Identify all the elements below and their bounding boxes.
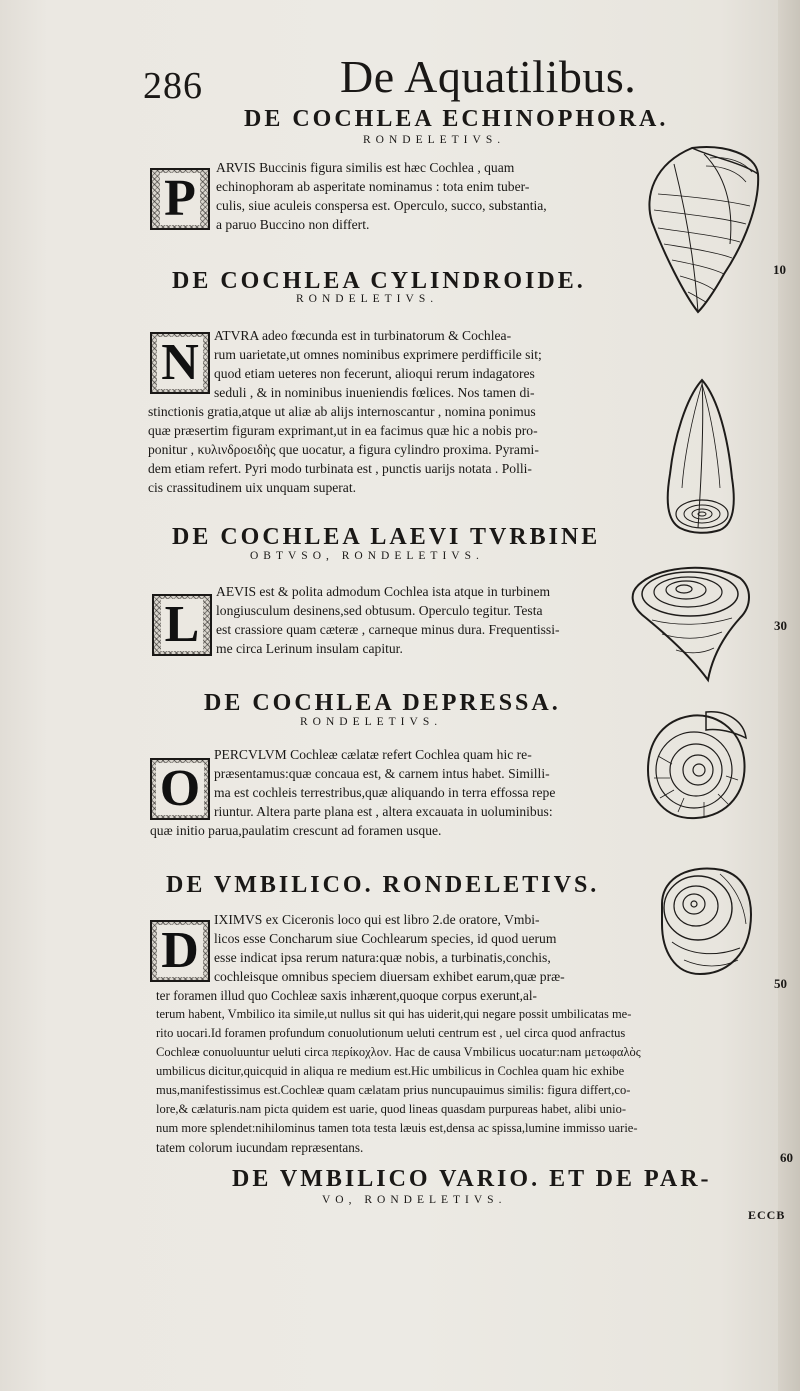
section-title-umbilico-vario: DE VMBILICO VARIO. ET DE PAR- [232, 1166, 712, 1192]
text-line: est crassiore quam cæteræ , carneque minus dura. Frequentissi- [216, 622, 560, 637]
text-line: rum uarietate,ut omnes nominibus exprimere perdifficile sit; [214, 347, 542, 362]
section-title-umbilico: DE VMBILICO. RONDELETIVS. [166, 872, 600, 898]
text-line: num more splendet:nihilominus tamen tota testa læuis est,densa ac spissa,lumine immisso uarie- [156, 1121, 638, 1135]
text-line: ARVIS Buccinis figura similis est hæc Cochlea , quam [216, 160, 515, 175]
text-line: echinophoram ab asperitate nominamus : tota enim tuber- [216, 179, 530, 194]
text-line: Cochleæ conuoluuntur ueluti circa περίκοχλον. Hac de causa Vmbilicus uocatur:nam μετωφαλὸς [156, 1045, 641, 1059]
section-body-umbilico-a [214, 910, 565, 986]
text-line: seduli , & in nominibus inueniendis fœlices. Nos tamen di- [214, 385, 535, 400]
section-subtitle-depressa: RONDELETIVS. [300, 716, 443, 728]
section-subtitle-umbilico-vario: VO, RONDELETIVS. [322, 1194, 507, 1206]
section-body-cylindroide-b [148, 402, 539, 497]
section-title-depressa: DE COCHLEA DEPRESSA. [204, 690, 561, 716]
text-line: IXIMVS ex Ciceronis loco qui est libro 2.de oratore, Vmbi- [214, 912, 540, 927]
text-line: a paruo Buccino non differt. [216, 217, 370, 232]
margin-note: 50 [774, 976, 787, 991]
section-subtitle-cylindroide: RONDELETIVS. [296, 293, 439, 305]
catchword: ECCB [748, 1208, 786, 1222]
section-body-laevi-turbine [216, 582, 560, 658]
text-line: ATVRA adeo fœcunda est in turbinatorum & Cochlea- [214, 328, 512, 343]
text-line: terum habent, Vmbilico ita simile,ut nullus sit qui has uiderit,qui negare possit umbilicatas me- [156, 1007, 632, 1021]
text-line: quæ initio parua,paulatim crescunt ad foramen usque. [150, 823, 442, 838]
text-line: ter foramen illud quo Cochleæ saxis inhærent,quoque corpus exerunt,al- [156, 988, 537, 1003]
depressa-shell-icon [644, 708, 748, 822]
section-body-depressa-a [214, 745, 555, 821]
dropcap-o: O [150, 758, 210, 820]
section-body-echinophora [216, 158, 547, 234]
cylindroide-shell-icon [662, 378, 742, 534]
text-line: ponitur , κυλινδροειδὴς que uocatur, a figura cylindro proxima. Pyrami- [148, 442, 539, 457]
text-line: umbilicus dicitur,quicquid in aliqua re medium est.Hic umbilicus in Cochlea quam hic exhibe [156, 1064, 625, 1078]
text-line: stinctionis gratia,atque ut aliæ ab alijs internoscantur , nomina ponimus [148, 404, 536, 419]
text-line: culis, siue aculeis conspersa est. Operculo, succo, substantia, [216, 198, 547, 213]
text-line: riuntur. Altera parte plana est , altera excauata in uoluminibus: [214, 804, 553, 819]
text-line: PERCVLVM Cochleæ cælatæ refert Cochlea quam hic re- [214, 747, 532, 762]
umbilicus-shell-icon [648, 864, 754, 978]
section-title-cylindroide: DE COCHLEA CYLINDROIDE. [172, 268, 586, 294]
text-line: licos esse Concharum siue Cochlearum species, id quod uerum [214, 931, 557, 946]
page-edge [778, 0, 800, 1391]
page-number: 286 [143, 65, 203, 107]
text-line: præsentamus:quæ concaua est, & carnem intus habet. Similli- [214, 766, 550, 781]
section-subtitle-echinophora: RONDELETIVS. [363, 134, 506, 146]
text-line: cis crassitudinem uix unquam superat. [148, 480, 357, 495]
text-line: mus,manifestissimus est.Cochleæ quam cælatam prius nuncupauimus similis: figura differt,co- [156, 1083, 631, 1097]
text-line: AEVIS est & polita admodum Cochlea ista atque in turbinem [216, 584, 551, 599]
echinophora-shell-icon [644, 144, 762, 316]
text-line: rito uocari.Id foramen profundum conuolutionum ueluti centrum est , uel circa quod anfractus [156, 1026, 626, 1040]
text-line: esse indicat ipsa rerum natura:quæ nobis, a turbinatis,conchis, [214, 950, 551, 965]
running-head: De Aquatilibus. [340, 51, 637, 102]
section-subtitle-laevi-turbine: OBTVSO, RONDELETIVS. [250, 550, 484, 562]
text-line: dem etiam refert. Pyri modo turbinata est , punctis uarijs notata . Polli- [148, 461, 532, 476]
laevi-turbine-shell-icon [622, 562, 752, 684]
dropcap-d: D [150, 920, 210, 982]
text-line: tatem colorum iucundam repræsentans. [156, 1140, 364, 1155]
margin-note: 30 [774, 618, 787, 633]
section-body-cylindroide-a [214, 326, 542, 402]
text-line: quæ præsertim figuram exprimant,ut in ea facimus quæ hic a nobis pro- [148, 423, 538, 438]
dropcap-l: L [152, 594, 212, 656]
text-line: lore,& cælaturis.nam picta quidem est uarie, quod lineas quasdam purpureas habet, alibi unio- [156, 1102, 627, 1116]
text-line: ma est cochleis terrestribus,quæ aliquando in terra effossa repe [214, 785, 556, 800]
text-line: me circa Lerinum insulam capitur. [216, 641, 403, 656]
section-title-laevi-turbine: DE COCHLEA LAEVI TVRBINE [172, 524, 601, 550]
margin-note: 10 [773, 262, 786, 277]
dropcap-p: P [150, 168, 210, 230]
text-line: cochleisque omnibus speciem diuersam exhibet earum,quæ præ- [214, 969, 565, 984]
section-body-umbilico-b [156, 986, 641, 1157]
section-title-echinophora: DE COCHLEA ECHINOPHORA. [244, 106, 669, 132]
section-body-depressa-b [150, 821, 441, 840]
text-line: longiusculum desinens,sed obtusum. Operculo tegitur. Testa [216, 603, 543, 618]
margin-note: 60 [780, 1150, 793, 1165]
dropcap-n: N [150, 332, 210, 394]
text-line: quod etiam ueteres non fecerunt, alioqui rerum indagatores [214, 366, 535, 381]
